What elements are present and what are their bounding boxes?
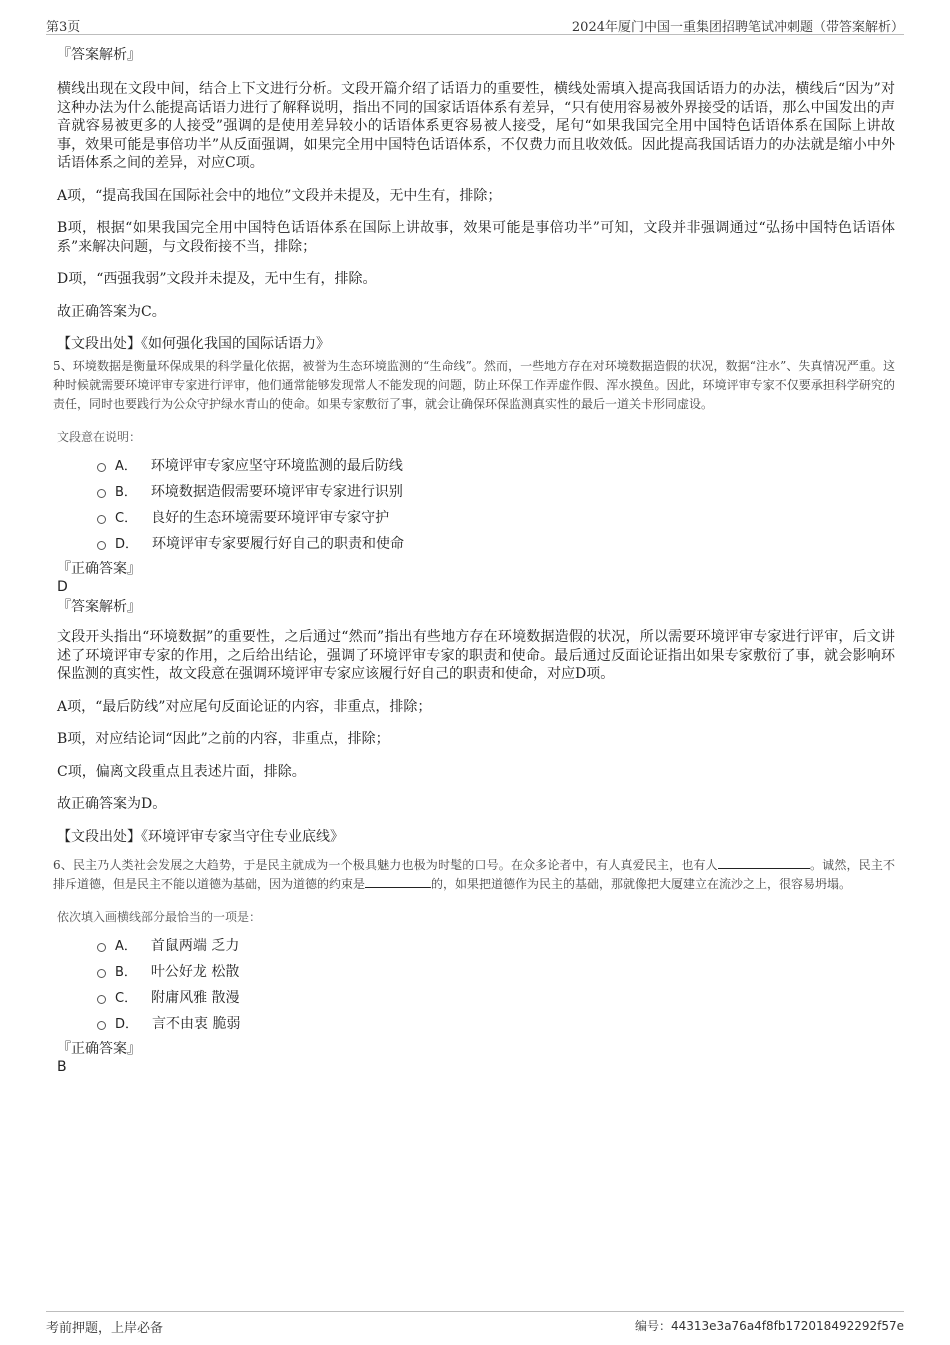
option-c[interactable]: [57, 988, 895, 1014]
fill-blank-2: [365, 875, 431, 888]
option-letter: D．: [115, 1016, 139, 1032]
source-citation: 【文段出处】《如何强化我国的国际话语力》: [57, 336, 330, 352]
page-footer: [46, 1311, 904, 1336]
page-number: 第3页: [46, 20, 81, 35]
analysis-option-c: C项，偏离文段重点且表述片面，排除。: [57, 763, 306, 780]
radio-circle-icon[interactable]: [97, 1021, 106, 1030]
question-5-stem: 5、环境数据是衡量环保成果的科学量化依据，被誉为生态环境监测的“生命线”。然而，一些地方存在对环境数据造假的状况，数据“注水”、失真情况严重。这种时候就需要环境评审专家进行评审，他们通常能够发现常人不能发现的问题，防止环保工作弄虚作假、浑水摸鱼。因此，环境评审专家不仅要承担科学研究的责任，同时也要践行为公众守护绿水青山的使命。如果专家敷衍了事，就会让确保环保监测真实性的最后一道关卡形同虚设。: [53, 359, 895, 411]
question-6-options: [57, 936, 895, 1040]
option-b[interactable]: [57, 482, 895, 508]
option-letter: D．: [115, 537, 139, 552]
option-letter: A．: [115, 938, 137, 954]
analysis-option-b: B项，根据“如果我国完全用中国特色话语体系在国际上讲故事，效果可能是事倍功半”可知，文段并非强调通过“弘扬中国特色话语体系”来解决问题，与文段衔接不当，排除；: [57, 220, 895, 255]
analysis-option-a: A项，“提高我国在国际社会中的地位”文段并未提及，无中生有，排除；: [57, 187, 502, 204]
option-text: 言不由衷 脆弱: [152, 1015, 241, 1032]
option-d[interactable]: [57, 534, 895, 560]
option-letter: A．: [115, 459, 137, 474]
option-a[interactable]: [57, 456, 895, 482]
option-d[interactable]: [57, 1014, 895, 1040]
analysis-label: 『答案解析』: [57, 599, 141, 615]
question-6-stem: [53, 856, 895, 894]
option-text: 良好的生态环境需要环境评审专家守护: [151, 510, 390, 526]
option-letter: B．: [115, 485, 137, 500]
option-letter: C．: [115, 511, 138, 526]
option-text: 环境评审专家要履行好自己的职责和使命: [152, 536, 405, 552]
option-text: 叶公好龙 松散: [150, 963, 240, 980]
correct-answer: B: [57, 1058, 67, 1075]
document-title: 2024年厦门中国一重集团招聘笔试冲刺题（带答案解析）: [571, 20, 904, 35]
footer-slogan: 考前押题，上岸必备: [46, 1321, 164, 1336]
radio-circle-icon[interactable]: [97, 489, 106, 498]
analysis-option-d: D项，“西强我弱”文段并未提及，无中生有，排除。: [57, 271, 377, 287]
fill-blank-1: [718, 856, 810, 869]
option-letter: C．: [115, 990, 138, 1006]
option-a[interactable]: [57, 936, 895, 962]
radio-circle-icon[interactable]: [97, 995, 106, 1004]
answer-label: 『正确答案』: [57, 1040, 141, 1057]
option-text: 附庸风雅 散漫: [151, 989, 240, 1006]
stem-part-3: 的，如果把道德作为民主的基础，那就像把大厦建立在流沙之上，很容易坍塌。: [431, 876, 852, 891]
option-text: 首鼠两端 乏力: [150, 937, 240, 954]
conclusion: 故正确答案为D。: [57, 796, 167, 812]
option-c[interactable]: [57, 508, 895, 534]
stem-part-1: 6、民主乃人类社会发展之大趋势，于是民主就成为一个极具魅力也极为时髦的口号。在众多论者中，有人真爱民主，也有人: [53, 857, 718, 872]
page-header: [46, 14, 904, 35]
analysis-option-a: A项，“最后防线”对应尾句反面论证的内容，非重点，排除；: [57, 698, 432, 715]
radio-circle-icon[interactable]: [97, 515, 106, 524]
stem-part-2: 。诚然，民主不排斥道德，但是民主不能以道德为基础，因为道德的约束是: [53, 857, 895, 891]
radio-circle-icon[interactable]: [97, 463, 106, 472]
analysis-option-b: B项，对应结论词“因此”之前的内容，非重点，排除；: [57, 731, 390, 747]
radio-circle-icon[interactable]: [97, 541, 106, 550]
option-text: 环境评审专家应坚守环境监测的最后防线: [150, 458, 403, 474]
radio-circle-icon[interactable]: [97, 969, 106, 978]
question-5-options: [57, 456, 895, 560]
answer-label: 『正确答案』: [57, 561, 141, 577]
analysis-paragraph: 文段开头指出“环境数据”的重要性，之后通过“然而”指出有些地方存在环境数据造假的状况，所以需要环境评审专家进行评审，后文讲述了环境评审专家的作用，之后给出结论，强调了环境评审专家的职责和使命。最后通过反面论证指出如果专家敷衍了事，就会影响环保监测的真实性，故文段意在强调环境评审专家应该履行好自己的职责和使命，对应D项。: [57, 629, 895, 682]
option-b[interactable]: [57, 962, 895, 988]
analysis-label: 『答案解析』: [57, 47, 141, 63]
conclusion: 故正确答案为C。: [57, 303, 166, 320]
radio-circle-icon[interactable]: [97, 943, 106, 952]
analysis-paragraph: 横线出现在文段中间，结合上下文进行分析。文段开篇介绍了话语力的重要性，横线处需填入提高我国话语力的办法，横线后“因为”对这种办法为什么能提高话语力进行了解释说明，指出不同的国家话语体系有差异，“只有使用容易被外界接受的话语，那么中国发出的声音就容易被更多的人接受”强调的是使用差异较小的话语体系更容易被人接受，尾句“如果我国完全用中国特色话语体系在国际上讲故事，效果可能是事倍功半”从反面强调，如果完全用中国特色话语体系，不仅费力而且收效低。因此提高我国话语力的办法就是缩小中外话语体系之间的差异，对应C项。: [57, 81, 895, 171]
correct-answer: D: [57, 579, 68, 595]
document-serial: 编号：44313e3a76a4f8fb172018492292f57e: [635, 1319, 904, 1333]
source-citation: 【文段出处】《环境评审专家当守住专业底线》: [57, 828, 344, 845]
option-text: 环境数据造假需要环境评审专家进行识别: [150, 484, 403, 500]
page-content: [53, 44, 895, 1076]
option-letter: B．: [115, 964, 137, 980]
question-6-prompt: 依次填入画横线部分最恰当的一项是：: [57, 909, 262, 924]
question-5-prompt: 文段意在说明：: [57, 430, 142, 444]
